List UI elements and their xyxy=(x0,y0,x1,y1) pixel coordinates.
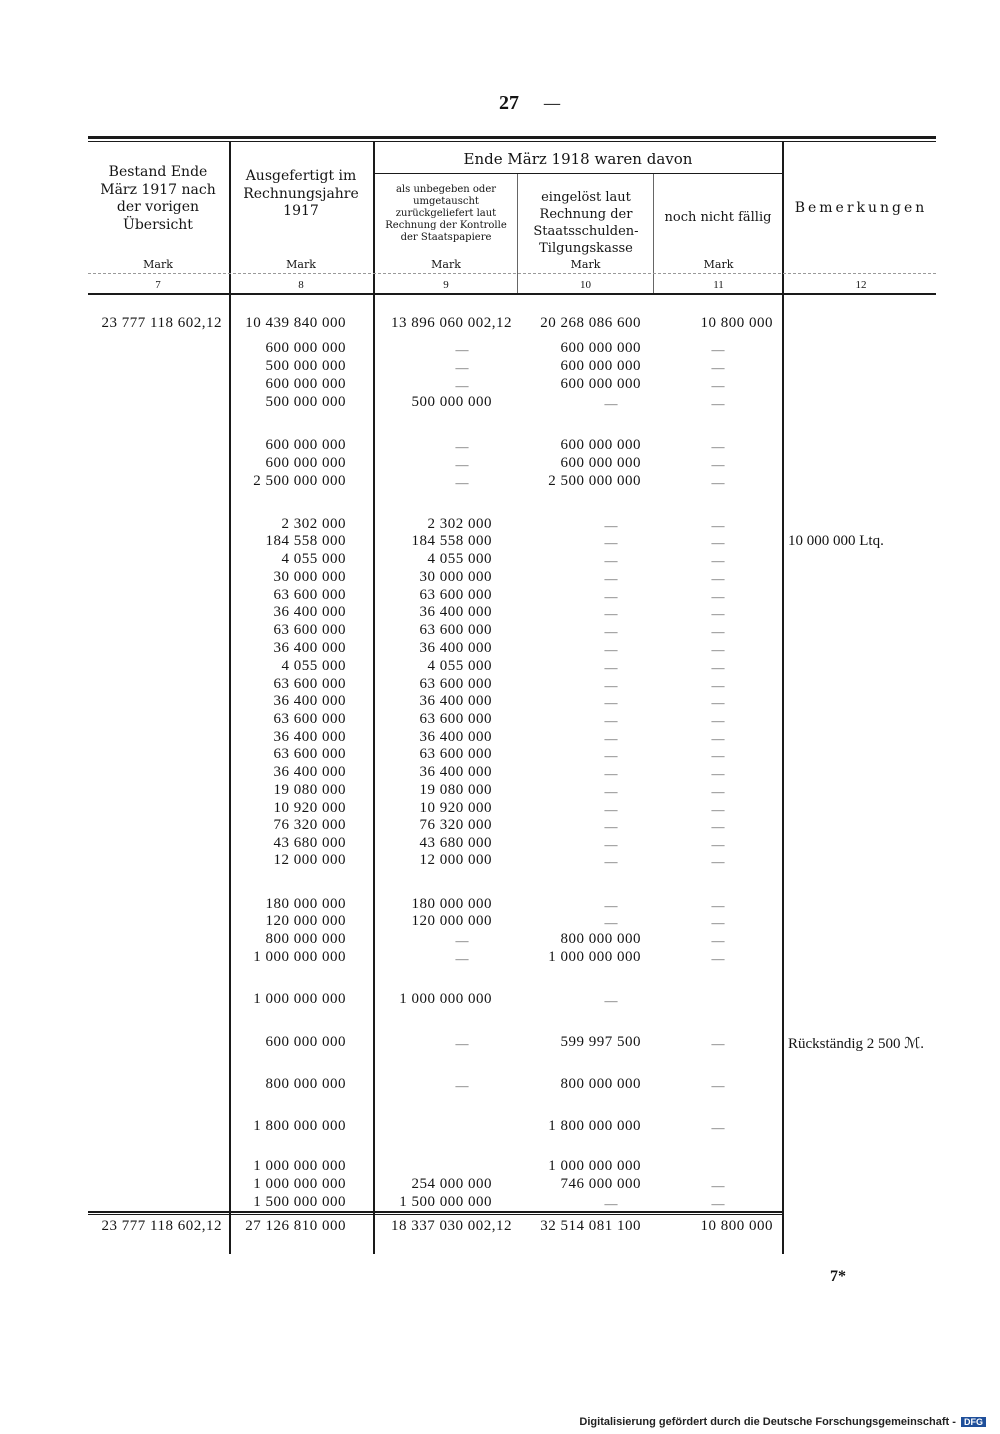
cell-c10: — xyxy=(604,678,618,693)
cell-c10: — xyxy=(604,571,618,586)
cell-c10: 599 997 500 xyxy=(560,1034,641,1050)
cell-c8: 4 055 000 xyxy=(281,551,346,567)
totals-col8: 27 126 810 000 xyxy=(245,1218,346,1234)
first-row-col7: 23 777 118 602,12 xyxy=(101,315,222,331)
cell-c9: — xyxy=(455,342,469,357)
cell-c9: — xyxy=(455,439,469,454)
colnum-12: 12 xyxy=(855,279,867,291)
cell-c9: 2 302 000 xyxy=(427,516,492,532)
cell-c8: 1 000 000 000 xyxy=(253,1176,346,1192)
cell-c10: — xyxy=(604,766,618,781)
cell-c9: 10 920 000 xyxy=(419,800,492,816)
cell-c8: 30 000 000 xyxy=(273,569,346,585)
cell-c10: 600 000 000 xyxy=(560,340,641,356)
cell-c11: — xyxy=(711,624,725,639)
unit-col9: Mark xyxy=(431,258,461,271)
cell-c11: — xyxy=(711,396,725,411)
cell-c8: 180 000 000 xyxy=(265,896,346,912)
cell-c11: — xyxy=(711,748,725,763)
cell-c10: — xyxy=(604,854,618,869)
cell-c10: 800 000 000 xyxy=(560,1076,641,1092)
totals-rule-2 xyxy=(88,1214,783,1215)
cell-c8: 1 000 000 000 xyxy=(253,1158,346,1174)
cell-c9: 1 500 000 000 xyxy=(399,1194,492,1210)
cell-c10: — xyxy=(604,695,618,710)
cell-c10: — xyxy=(604,1196,618,1211)
cell-c10: — xyxy=(604,396,618,411)
cell-c11: — xyxy=(711,342,725,357)
cell-c9: — xyxy=(455,933,469,948)
cell-c9: — xyxy=(455,360,469,375)
header-col8: Ausgefertigt im Rechnungsjahre 1917 xyxy=(243,168,359,219)
signature-mark: 7* xyxy=(830,1268,846,1285)
cell-c9: 4 055 000 xyxy=(427,658,492,674)
cell-c9: 63 600 000 xyxy=(419,587,492,603)
cell-c9: 36 400 000 xyxy=(419,764,492,780)
cell-c10: — xyxy=(604,784,618,799)
cell-c11: — xyxy=(711,1120,725,1135)
cell-c8: 120 000 000 xyxy=(265,913,346,929)
cell-c10: 600 000 000 xyxy=(560,437,641,453)
col-divider-8-9 xyxy=(373,142,375,1254)
cell-c8: 1 000 000 000 xyxy=(253,949,346,965)
cell-c11: — xyxy=(711,457,725,472)
unit-col8: Mark xyxy=(286,258,316,271)
dfg-logo: DFG xyxy=(961,1417,986,1427)
cell-c8: 600 000 000 xyxy=(265,376,346,392)
cell-c10: — xyxy=(604,819,618,834)
cell-c8: 63 600 000 xyxy=(273,622,346,638)
cell-c8: 36 400 000 xyxy=(273,604,346,620)
col-divider-10-11 xyxy=(653,174,654,294)
cell-c9: 12 000 000 xyxy=(419,852,492,868)
cell-c8: 19 080 000 xyxy=(273,782,346,798)
cell-c10: 2 500 000 000 xyxy=(548,473,641,489)
cell-c10: 1 000 000 000 xyxy=(548,949,641,965)
cell-c10: — xyxy=(604,837,618,852)
cell-c11: — xyxy=(711,518,725,533)
cell-c8: 500 000 000 xyxy=(265,358,346,374)
footer-credit-text: Digitalisierung gefördert durch die Deutsche Forschungsgemeinschaft - xyxy=(579,1416,956,1428)
cell-c9: 120 000 000 xyxy=(411,913,492,929)
cell-c8: 600 000 000 xyxy=(265,340,346,356)
cell-c10: 600 000 000 xyxy=(560,455,641,471)
remark: Rückständig 2 500 ℳ. xyxy=(788,1036,925,1052)
cell-c10: 600 000 000 xyxy=(560,358,641,374)
totals-col7: 23 777 118 602,12 xyxy=(101,1218,222,1234)
first-row-col10: 20 268 086 600 xyxy=(540,315,641,331)
cell-c11: — xyxy=(711,660,725,675)
cell-c11: — xyxy=(711,915,725,930)
first-row-col11: 10 800 000 xyxy=(700,315,773,331)
footer-credit xyxy=(579,1416,986,1428)
cell-c8: 76 320 000 xyxy=(273,817,346,833)
cell-c11: — xyxy=(711,713,725,728)
cell-c11: — xyxy=(711,933,725,948)
cell-c8: 12 000 000 xyxy=(273,852,346,868)
cell-c11: — xyxy=(711,766,725,781)
cell-c8: 1 500 000 000 xyxy=(253,1194,346,1210)
cell-c8: 36 400 000 xyxy=(273,693,346,709)
cell-c10: 800 000 000 xyxy=(560,931,641,947)
colnum-7: 7 xyxy=(155,279,161,291)
cell-c11: — xyxy=(711,475,725,490)
cell-c11: — xyxy=(711,589,725,604)
cell-c8: 63 600 000 xyxy=(273,676,346,692)
cell-c10: — xyxy=(604,642,618,657)
cell-c8: 184 558 000 xyxy=(265,533,346,549)
cell-c9: — xyxy=(455,1078,469,1093)
cell-c8: 1 800 000 000 xyxy=(253,1118,346,1134)
header-bottom-rule xyxy=(88,293,936,295)
cell-c10: — xyxy=(604,898,618,913)
col-divider-11-12 xyxy=(782,142,784,1254)
group-header-underline xyxy=(374,173,783,174)
cell-c11: — xyxy=(711,854,725,869)
cell-c9: 180 000 000 xyxy=(411,896,492,912)
cell-c8: 2 500 000 000 xyxy=(253,473,346,489)
totals-rule xyxy=(88,1211,783,1213)
cell-c11: — xyxy=(711,898,725,913)
cell-c11: — xyxy=(711,1196,725,1211)
cell-c10: — xyxy=(604,802,618,817)
cell-c9: 36 400 000 xyxy=(419,604,492,620)
header-col9: als unbegeben oder umgetauscht zurückgeliefert laut Rechnung der Kontrolle der Staatspapiere xyxy=(385,184,507,243)
cell-c11: — xyxy=(711,553,725,568)
cell-c10: — xyxy=(604,606,618,621)
cell-c11: — xyxy=(711,1036,725,1051)
cell-c10: — xyxy=(604,731,618,746)
cell-c9: — xyxy=(455,457,469,472)
cell-c10: — xyxy=(604,713,618,728)
colnum-11: 11 xyxy=(713,279,724,291)
header-unit-dash-line xyxy=(88,273,936,274)
cell-c11: — xyxy=(711,606,725,621)
cell-c8: 43 680 000 xyxy=(273,835,346,851)
cell-c10: — xyxy=(604,589,618,604)
totals-col10: 32 514 081 100 xyxy=(540,1218,641,1234)
remark: 10 000 000 Ltq. xyxy=(788,533,884,549)
unit-col10: Mark xyxy=(570,258,601,271)
cell-c11: — xyxy=(711,439,725,454)
cell-c8: 63 600 000 xyxy=(273,746,346,762)
cell-c8: 36 400 000 xyxy=(273,764,346,780)
cell-c10: — xyxy=(604,535,618,550)
cell-c9: 500 000 000 xyxy=(411,394,492,410)
cell-c11: — xyxy=(711,535,725,550)
cell-c11: — xyxy=(711,837,725,852)
cell-c8: 63 600 000 xyxy=(273,711,346,727)
cell-c8: 600 000 000 xyxy=(265,437,346,453)
cell-c10: 1 000 000 000 xyxy=(548,1158,641,1174)
cell-c8: 800 000 000 xyxy=(265,931,346,947)
cell-c9: 76 320 000 xyxy=(419,817,492,833)
cell-c8: 1 000 000 000 xyxy=(253,991,346,1007)
totals-col9: 18 337 030 002,12 xyxy=(391,1218,512,1234)
header-group: Ende März 1918 waren davon xyxy=(463,150,693,168)
cell-c9: 36 400 000 xyxy=(419,729,492,745)
cell-c10: 600 000 000 xyxy=(560,376,641,392)
cell-c9: 30 000 000 xyxy=(419,569,492,585)
cell-c9: — xyxy=(455,378,469,393)
cell-c9: — xyxy=(455,1036,469,1051)
cell-c10: 1 800 000 000 xyxy=(548,1118,641,1134)
cell-c10: — xyxy=(604,748,618,763)
cell-c11: — xyxy=(711,1178,725,1193)
cell-c9: 36 400 000 xyxy=(419,640,492,656)
cell-c8: 500 000 000 xyxy=(265,394,346,410)
table-top-rule-thick xyxy=(88,136,936,139)
colnum-8: 8 xyxy=(298,279,304,291)
cell-c11: — xyxy=(711,802,725,817)
cell-c11: — xyxy=(711,360,725,375)
cell-c11: — xyxy=(711,784,725,799)
cell-c9: 36 400 000 xyxy=(419,693,492,709)
cell-c8: 800 000 000 xyxy=(265,1076,346,1092)
cell-c9: — xyxy=(455,475,469,490)
cell-c9: 1 000 000 000 xyxy=(399,991,492,1007)
cell-c11: — xyxy=(711,731,725,746)
cell-c9: 63 600 000 xyxy=(419,746,492,762)
cell-c11: — xyxy=(711,695,725,710)
cell-c9: 19 080 000 xyxy=(419,782,492,798)
header-col12: Bemerkungen xyxy=(794,200,928,216)
cell-c8: 600 000 000 xyxy=(265,455,346,471)
col-divider-9-10 xyxy=(517,174,518,294)
cell-c8: 63 600 000 xyxy=(273,587,346,603)
cell-c9: — xyxy=(455,951,469,966)
colnum-9: 9 xyxy=(443,279,449,291)
cell-c9: 63 600 000 xyxy=(419,676,492,692)
cell-c11: — xyxy=(711,951,725,966)
cell-c11: — xyxy=(711,642,725,657)
cell-c10: — xyxy=(604,624,618,639)
cell-c11: — xyxy=(711,678,725,693)
cell-c9: 63 600 000 xyxy=(419,711,492,727)
unit-col7: Mark xyxy=(143,258,173,271)
cell-c9: 254 000 000 xyxy=(411,1176,492,1192)
cell-c10: — xyxy=(604,915,618,930)
header-col7: Bestand Ende März 1917 nach der vorigen Übersicht xyxy=(100,164,216,233)
table-top-rule-thin xyxy=(88,141,936,142)
colnum-10: 10 xyxy=(580,279,591,291)
cell-c9: 63 600 000 xyxy=(419,622,492,638)
cell-c8: 36 400 000 xyxy=(273,640,346,656)
cell-c8: 2 302 000 xyxy=(281,516,346,532)
header-col11: noch nicht fällig xyxy=(664,210,772,225)
col-divider-7-8 xyxy=(229,142,231,1254)
page-number-dash: — xyxy=(543,93,561,114)
cell-c11: — xyxy=(711,378,725,393)
cell-c10: — xyxy=(604,993,618,1008)
cell-c10: — xyxy=(604,660,618,675)
cell-c8: 600 000 000 xyxy=(265,1034,346,1050)
first-row-col9: 13 896 060 002,12 xyxy=(391,315,512,331)
cell-c10: 746 000 000 xyxy=(560,1176,641,1192)
cell-c8: 4 055 000 xyxy=(281,658,346,674)
cell-c10: — xyxy=(604,518,618,533)
cell-c11: — xyxy=(711,571,725,586)
cell-c9: 43 680 000 xyxy=(419,835,492,851)
first-row-col8: 10 439 840 000 xyxy=(245,315,346,331)
cell-c8: 10 920 000 xyxy=(273,800,346,816)
page-number: 27 xyxy=(499,92,519,114)
cell-c9: 184 558 000 xyxy=(411,533,492,549)
cell-c8: 36 400 000 xyxy=(273,729,346,745)
cell-c10: — xyxy=(604,553,618,568)
totals-col11: 10 800 000 xyxy=(700,1218,773,1234)
cell-c11: — xyxy=(711,819,725,834)
cell-c11: — xyxy=(711,1078,725,1093)
cell-c9: 4 055 000 xyxy=(427,551,492,567)
unit-col11: Mark xyxy=(703,258,734,271)
header-col10: eingelöst laut Rechnung der Staatsschulden-Tilgungskasse xyxy=(533,190,639,256)
